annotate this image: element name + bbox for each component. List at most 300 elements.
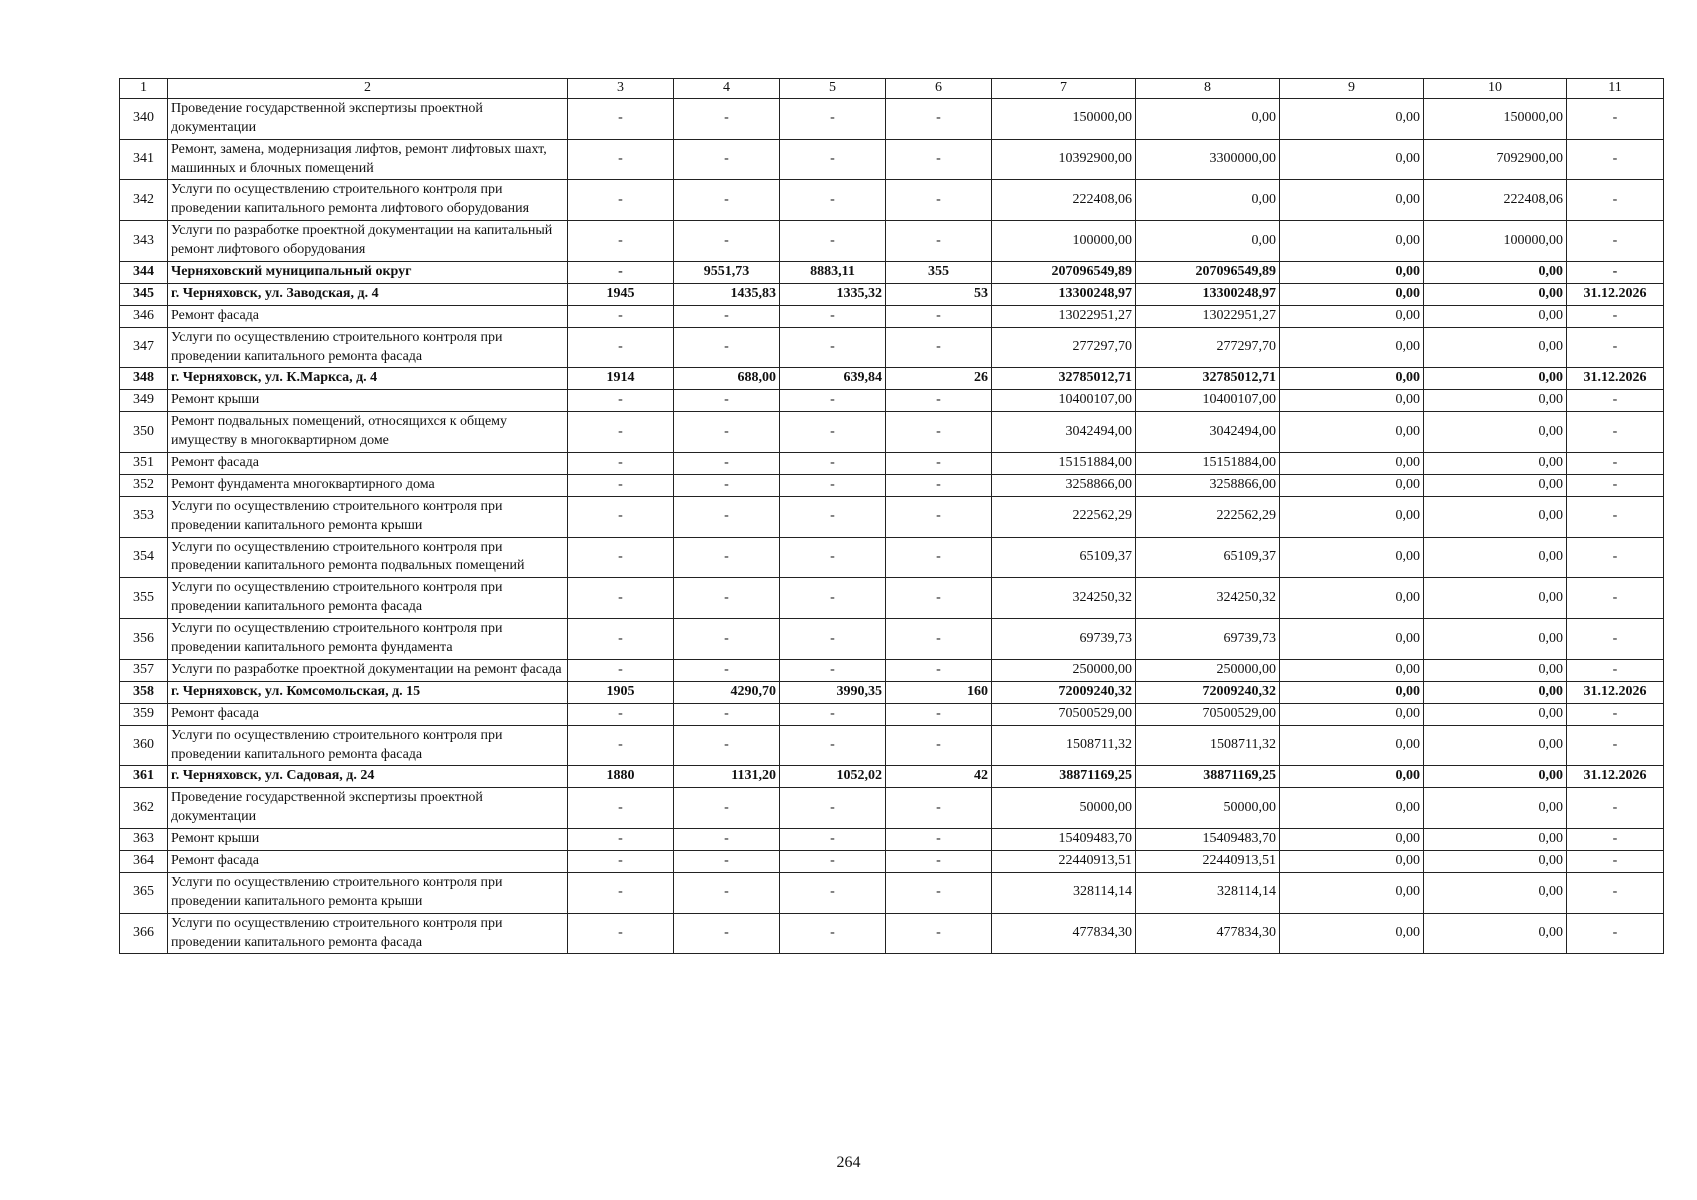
column-number-header: 5 [780, 79, 886, 99]
area-total-cell: - [674, 496, 780, 537]
fund-cell: 207096549,89 [1136, 262, 1280, 284]
item-name-cell: г. Черняховск, ул. Комсомольская, д. 15 [168, 681, 568, 703]
cost-total-cell: 3258866,00 [992, 474, 1136, 496]
year-cell: - [568, 829, 674, 851]
fund-cell: 22440913,51 [1136, 850, 1280, 872]
row-number-cell: 356 [120, 619, 168, 660]
area-living-cell: - [780, 725, 886, 766]
residents-cell: - [886, 619, 992, 660]
owners-cell: 0,00 [1424, 913, 1567, 954]
cost-total-cell: 150000,00 [992, 98, 1136, 139]
budget-cell: 0,00 [1280, 327, 1424, 368]
row-number-cell: 361 [120, 766, 168, 788]
year-cell: - [568, 221, 674, 262]
column-number-header-row [120, 79, 1664, 99]
row-number-cell: 352 [120, 474, 168, 496]
row-number-cell: 349 [120, 390, 168, 412]
item-name-cell: Услуги по осуществлению строительного контроля при проведении капитального ремонта фасада [168, 327, 568, 368]
area-living-cell: 8883,11 [780, 262, 886, 284]
row-number-cell: 362 [120, 788, 168, 829]
cost-total-cell: 1508711,32 [992, 725, 1136, 766]
deadline-cell: - [1567, 474, 1664, 496]
table-row [120, 913, 1664, 954]
item-name-cell: Услуги по осуществлению строительного контроля при проведении капитального ремонта фасада [168, 578, 568, 619]
area-living-cell: - [780, 619, 886, 660]
deadline-cell: - [1567, 725, 1664, 766]
deadline-cell: - [1567, 180, 1664, 221]
residents-cell: - [886, 305, 992, 327]
deadline-cell: 31.12.2026 [1567, 368, 1664, 390]
area-living-cell: - [780, 850, 886, 872]
item-name-cell: Проведение государственной экспертизы проектной документации [168, 788, 568, 829]
budget-cell: 0,00 [1280, 453, 1424, 475]
budget-cell: 0,00 [1280, 703, 1424, 725]
item-name-cell: Ремонт крыши [168, 829, 568, 851]
owners-cell: 0,00 [1424, 829, 1567, 851]
table-row [120, 496, 1664, 537]
residents-cell: 42 [886, 766, 992, 788]
area-living-cell: - [780, 412, 886, 453]
deadline-cell: - [1567, 578, 1664, 619]
fund-cell: 38871169,25 [1136, 766, 1280, 788]
fund-cell: 324250,32 [1136, 578, 1280, 619]
budget-cell: 0,00 [1280, 221, 1424, 262]
area-total-cell: - [674, 98, 780, 139]
area-total-cell: - [674, 305, 780, 327]
cost-total-cell: 15409483,70 [992, 829, 1136, 851]
fund-cell: 328114,14 [1136, 872, 1280, 913]
fund-cell: 222562,29 [1136, 496, 1280, 537]
residents-cell: - [886, 872, 992, 913]
budget-cell: 0,00 [1280, 829, 1424, 851]
deadline-cell: - [1567, 221, 1664, 262]
owners-cell: 0,00 [1424, 578, 1567, 619]
item-name-cell: Услуги по осуществлению строительного контроля при проведении капитального ремонта крыши [168, 872, 568, 913]
budget-cell: 0,00 [1280, 659, 1424, 681]
row-number-cell: 366 [120, 913, 168, 954]
cost-total-cell: 22440913,51 [992, 850, 1136, 872]
item-name-cell: Услуги по осуществлению строительного контроля при проведении капитального ремонта лифтового оборудования [168, 180, 568, 221]
year-cell: - [568, 725, 674, 766]
row-number-cell: 344 [120, 262, 168, 284]
residents-cell: - [886, 578, 992, 619]
fund-cell: 72009240,32 [1136, 681, 1280, 703]
budget-cell: 0,00 [1280, 578, 1424, 619]
fund-cell: 3300000,00 [1136, 139, 1280, 180]
column-number-header: 6 [886, 79, 992, 99]
year-cell: - [568, 453, 674, 475]
year-cell: - [568, 913, 674, 954]
year-cell: - [568, 619, 674, 660]
table-row [120, 578, 1664, 619]
fund-cell: 3258866,00 [1136, 474, 1280, 496]
owners-cell: 150000,00 [1424, 98, 1567, 139]
table-row [120, 725, 1664, 766]
cost-total-cell: 50000,00 [992, 788, 1136, 829]
item-name-cell: Черняховский муниципальный округ [168, 262, 568, 284]
year-cell: 1945 [568, 283, 674, 305]
table-row [120, 139, 1664, 180]
table-row-address [120, 681, 1664, 703]
registry-table-container [119, 78, 1663, 954]
table-row [120, 850, 1664, 872]
table-row-address [120, 262, 1664, 284]
area-total-cell: 1435,83 [674, 283, 780, 305]
item-name-cell: Проведение государственной экспертизы проектной документации [168, 98, 568, 139]
area-living-cell: - [780, 537, 886, 578]
residents-cell: - [886, 180, 992, 221]
residents-cell: 160 [886, 681, 992, 703]
fund-cell: 3042494,00 [1136, 412, 1280, 453]
row-number-cell: 363 [120, 829, 168, 851]
item-name-cell: г. Черняховск, ул. К.Маркса, д. 4 [168, 368, 568, 390]
item-name-cell: Ремонт крыши [168, 390, 568, 412]
area-living-cell: 1052,02 [780, 766, 886, 788]
cost-total-cell: 477834,30 [992, 913, 1136, 954]
table-row [120, 619, 1664, 660]
residents-cell: - [886, 139, 992, 180]
area-living-cell: - [780, 180, 886, 221]
residents-cell: - [886, 788, 992, 829]
area-living-cell: - [780, 578, 886, 619]
budget-cell: 0,00 [1280, 788, 1424, 829]
item-name-cell: Ремонт фасада [168, 305, 568, 327]
area-total-cell: - [674, 788, 780, 829]
table-row [120, 327, 1664, 368]
cost-total-cell: 38871169,25 [992, 766, 1136, 788]
owners-cell: 0,00 [1424, 619, 1567, 660]
budget-cell: 0,00 [1280, 725, 1424, 766]
owners-cell: 0,00 [1424, 766, 1567, 788]
budget-cell: 0,00 [1280, 496, 1424, 537]
row-number-cell: 351 [120, 453, 168, 475]
column-number-header: 3 [568, 79, 674, 99]
item-name-cell: Ремонт фундамента многоквартирного дома [168, 474, 568, 496]
fund-cell: 10400107,00 [1136, 390, 1280, 412]
residents-cell: - [886, 703, 992, 725]
deadline-cell: - [1567, 305, 1664, 327]
row-number-cell: 340 [120, 98, 168, 139]
budget-cell: 0,00 [1280, 180, 1424, 221]
fund-cell: 15409483,70 [1136, 829, 1280, 851]
fund-cell: 50000,00 [1136, 788, 1280, 829]
cost-total-cell: 15151884,00 [992, 453, 1136, 475]
year-cell: - [568, 703, 674, 725]
column-number-header: 8 [1136, 79, 1280, 99]
page-number: 264 [836, 1154, 861, 1171]
cost-total-cell: 69739,73 [992, 619, 1136, 660]
fund-cell: 0,00 [1136, 180, 1280, 221]
table-row [120, 659, 1664, 681]
residents-cell: 26 [886, 368, 992, 390]
row-number-cell: 355 [120, 578, 168, 619]
deadline-cell: - [1567, 262, 1664, 284]
year-cell: - [568, 390, 674, 412]
cost-total-cell: 207096549,89 [992, 262, 1136, 284]
area-living-cell: - [780, 453, 886, 475]
cost-total-cell: 65109,37 [992, 537, 1136, 578]
budget-cell: 0,00 [1280, 537, 1424, 578]
residents-cell: - [886, 390, 992, 412]
budget-cell: 0,00 [1280, 474, 1424, 496]
residents-cell: 53 [886, 283, 992, 305]
item-name-cell: Услуги по осуществлению строительного контроля при проведении капитального ремонта фундамента [168, 619, 568, 660]
fund-cell: 13300248,97 [1136, 283, 1280, 305]
residents-cell: - [886, 453, 992, 475]
table-row [120, 180, 1664, 221]
residents-cell: - [886, 537, 992, 578]
item-name-cell: Услуги по разработке проектной документации на капитальный ремонт лифтового оборудования [168, 221, 568, 262]
area-total-cell: - [674, 578, 780, 619]
year-cell: - [568, 262, 674, 284]
cost-total-cell: 222408,06 [992, 180, 1136, 221]
budget-cell: 0,00 [1280, 390, 1424, 412]
area-total-cell: - [674, 390, 780, 412]
deadline-cell: - [1567, 788, 1664, 829]
area-living-cell: 1335,32 [780, 283, 886, 305]
owners-cell: 0,00 [1424, 850, 1567, 872]
fund-cell: 477834,30 [1136, 913, 1280, 954]
table-row [120, 788, 1664, 829]
cost-total-cell: 250000,00 [992, 659, 1136, 681]
row-number-cell: 350 [120, 412, 168, 453]
area-total-cell: - [674, 619, 780, 660]
area-total-cell: - [674, 474, 780, 496]
table-row [120, 537, 1664, 578]
item-name-cell: Услуги по осуществлению строительного контроля при проведении капитального ремонта фасада [168, 725, 568, 766]
table-row [120, 412, 1664, 453]
table-row [120, 703, 1664, 725]
row-number-cell: 354 [120, 537, 168, 578]
cost-total-cell: 324250,32 [992, 578, 1136, 619]
fund-cell: 277297,70 [1136, 327, 1280, 368]
fund-cell: 1508711,32 [1136, 725, 1280, 766]
residents-cell: - [886, 474, 992, 496]
column-number-header: 4 [674, 79, 780, 99]
deadline-cell: - [1567, 453, 1664, 475]
deadline-cell: 31.12.2026 [1567, 766, 1664, 788]
row-number-cell: 353 [120, 496, 168, 537]
fund-cell: 65109,37 [1136, 537, 1280, 578]
fund-cell: 32785012,71 [1136, 368, 1280, 390]
table-row-address [120, 368, 1664, 390]
year-cell: - [568, 98, 674, 139]
year-cell: - [568, 474, 674, 496]
area-total-cell: - [674, 725, 780, 766]
table-row [120, 221, 1664, 262]
owners-cell: 0,00 [1424, 283, 1567, 305]
cost-total-cell: 72009240,32 [992, 681, 1136, 703]
row-number-cell: 365 [120, 872, 168, 913]
area-total-cell: - [674, 412, 780, 453]
residents-cell: - [886, 829, 992, 851]
budget-cell: 0,00 [1280, 262, 1424, 284]
year-cell: - [568, 788, 674, 829]
table-body [120, 79, 1664, 954]
year-cell: - [568, 578, 674, 619]
row-number-cell: 359 [120, 703, 168, 725]
owners-cell: 7092900,00 [1424, 139, 1567, 180]
area-total-cell: - [674, 913, 780, 954]
cost-total-cell: 10392900,00 [992, 139, 1136, 180]
owners-cell: 222408,06 [1424, 180, 1567, 221]
residents-cell: - [886, 659, 992, 681]
residents-cell: - [886, 412, 992, 453]
column-number-header: 2 [168, 79, 568, 99]
residents-cell: - [886, 496, 992, 537]
row-number-cell: 357 [120, 659, 168, 681]
budget-cell: 0,00 [1280, 913, 1424, 954]
budget-cell: 0,00 [1280, 872, 1424, 913]
deadline-cell: - [1567, 850, 1664, 872]
year-cell: - [568, 659, 674, 681]
table-row [120, 305, 1664, 327]
deadline-cell: - [1567, 496, 1664, 537]
item-name-cell: Услуги по осуществлению строительного контроля при проведении капитального ремонта подвальных помещений [168, 537, 568, 578]
area-living-cell: - [780, 788, 886, 829]
budget-cell: 0,00 [1280, 283, 1424, 305]
table-row [120, 474, 1664, 496]
area-total-cell: - [674, 139, 780, 180]
year-cell: - [568, 305, 674, 327]
area-total-cell: - [674, 659, 780, 681]
area-living-cell: - [780, 221, 886, 262]
row-number-cell: 345 [120, 283, 168, 305]
fund-cell: 15151884,00 [1136, 453, 1280, 475]
table-row [120, 829, 1664, 851]
row-number-cell: 358 [120, 681, 168, 703]
deadline-cell: 31.12.2026 [1567, 681, 1664, 703]
table-row-address [120, 766, 1664, 788]
item-name-cell: Услуги по осуществлению строительного контроля при проведении капитального ремонта крыши [168, 496, 568, 537]
row-number-cell: 348 [120, 368, 168, 390]
residents-cell: 355 [886, 262, 992, 284]
fund-cell: 250000,00 [1136, 659, 1280, 681]
year-cell: 1914 [568, 368, 674, 390]
table-row [120, 390, 1664, 412]
owners-cell: 100000,00 [1424, 221, 1567, 262]
budget-cell: 0,00 [1280, 368, 1424, 390]
year-cell: - [568, 139, 674, 180]
area-total-cell: - [674, 872, 780, 913]
cost-total-cell: 10400107,00 [992, 390, 1136, 412]
fund-cell: 69739,73 [1136, 619, 1280, 660]
area-living-cell: - [780, 703, 886, 725]
owners-cell: 0,00 [1424, 412, 1567, 453]
year-cell: - [568, 180, 674, 221]
deadline-cell: 31.12.2026 [1567, 283, 1664, 305]
fund-cell: 0,00 [1136, 98, 1280, 139]
row-number-cell: 342 [120, 180, 168, 221]
deadline-cell: - [1567, 872, 1664, 913]
year-cell: 1905 [568, 681, 674, 703]
year-cell: - [568, 327, 674, 368]
budget-cell: 0,00 [1280, 766, 1424, 788]
row-number-cell: 360 [120, 725, 168, 766]
deadline-cell: - [1567, 412, 1664, 453]
cost-total-cell: 3042494,00 [992, 412, 1136, 453]
owners-cell: 0,00 [1424, 788, 1567, 829]
area-total-cell: - [674, 453, 780, 475]
area-living-cell: 639,84 [780, 368, 886, 390]
deadline-cell: - [1567, 659, 1664, 681]
row-number-cell: 343 [120, 221, 168, 262]
cost-total-cell: 13300248,97 [992, 283, 1136, 305]
year-cell: 1880 [568, 766, 674, 788]
budget-cell: 0,00 [1280, 98, 1424, 139]
item-name-cell: Услуги по разработке проектной документации на ремонт фасада [168, 659, 568, 681]
table-row [120, 98, 1664, 139]
deadline-cell: - [1567, 913, 1664, 954]
area-total-cell: - [674, 829, 780, 851]
cost-total-cell: 222562,29 [992, 496, 1136, 537]
residents-cell: - [886, 221, 992, 262]
area-total-cell: - [674, 221, 780, 262]
table-row-address [120, 283, 1664, 305]
owners-cell: 0,00 [1424, 659, 1567, 681]
item-name-cell: Услуги по осуществлению строительного контроля при проведении капитального ремонта фасада [168, 913, 568, 954]
owners-cell: 0,00 [1424, 725, 1567, 766]
residents-cell: - [886, 850, 992, 872]
row-number-cell: 364 [120, 850, 168, 872]
item-name-cell: г. Черняховск, ул. Заводская, д. 4 [168, 283, 568, 305]
area-living-cell: - [780, 496, 886, 537]
residents-cell: - [886, 98, 992, 139]
owners-cell: 0,00 [1424, 262, 1567, 284]
fund-cell: 0,00 [1136, 221, 1280, 262]
area-living-cell: - [780, 98, 886, 139]
area-total-cell: - [674, 850, 780, 872]
area-total-cell: 1131,20 [674, 766, 780, 788]
budget-cell: 0,00 [1280, 412, 1424, 453]
cost-total-cell: 100000,00 [992, 221, 1136, 262]
deadline-cell: - [1567, 829, 1664, 851]
area-total-cell: 4290,70 [674, 681, 780, 703]
owners-cell: 0,00 [1424, 474, 1567, 496]
area-living-cell: 3990,35 [780, 681, 886, 703]
owners-cell: 0,00 [1424, 305, 1567, 327]
column-number-header: 10 [1424, 79, 1567, 99]
fund-cell: 13022951,27 [1136, 305, 1280, 327]
area-living-cell: - [780, 139, 886, 180]
budget-cell: 0,00 [1280, 619, 1424, 660]
item-name-cell: Ремонт подвальных помещений, относящихся к общему имуществу в многоквартирном доме [168, 412, 568, 453]
area-living-cell: - [780, 327, 886, 368]
area-living-cell: - [780, 474, 886, 496]
year-cell: - [568, 537, 674, 578]
deadline-cell: - [1567, 98, 1664, 139]
area-total-cell: 9551,73 [674, 262, 780, 284]
deadline-cell: - [1567, 703, 1664, 725]
column-number-header: 11 [1567, 79, 1664, 99]
owners-cell: 0,00 [1424, 703, 1567, 725]
residents-cell: - [886, 327, 992, 368]
item-name-cell: Ремонт фасада [168, 453, 568, 475]
area-total-cell: - [674, 180, 780, 221]
residents-cell: - [886, 913, 992, 954]
deadline-cell: - [1567, 390, 1664, 412]
area-total-cell: - [674, 703, 780, 725]
owners-cell: 0,00 [1424, 453, 1567, 475]
item-name-cell: Ремонт фасада [168, 703, 568, 725]
row-number-cell: 346 [120, 305, 168, 327]
deadline-cell: - [1567, 619, 1664, 660]
owners-cell: 0,00 [1424, 496, 1567, 537]
cost-total-cell: 277297,70 [992, 327, 1136, 368]
area-living-cell: - [780, 829, 886, 851]
year-cell: - [568, 872, 674, 913]
owners-cell: 0,00 [1424, 681, 1567, 703]
